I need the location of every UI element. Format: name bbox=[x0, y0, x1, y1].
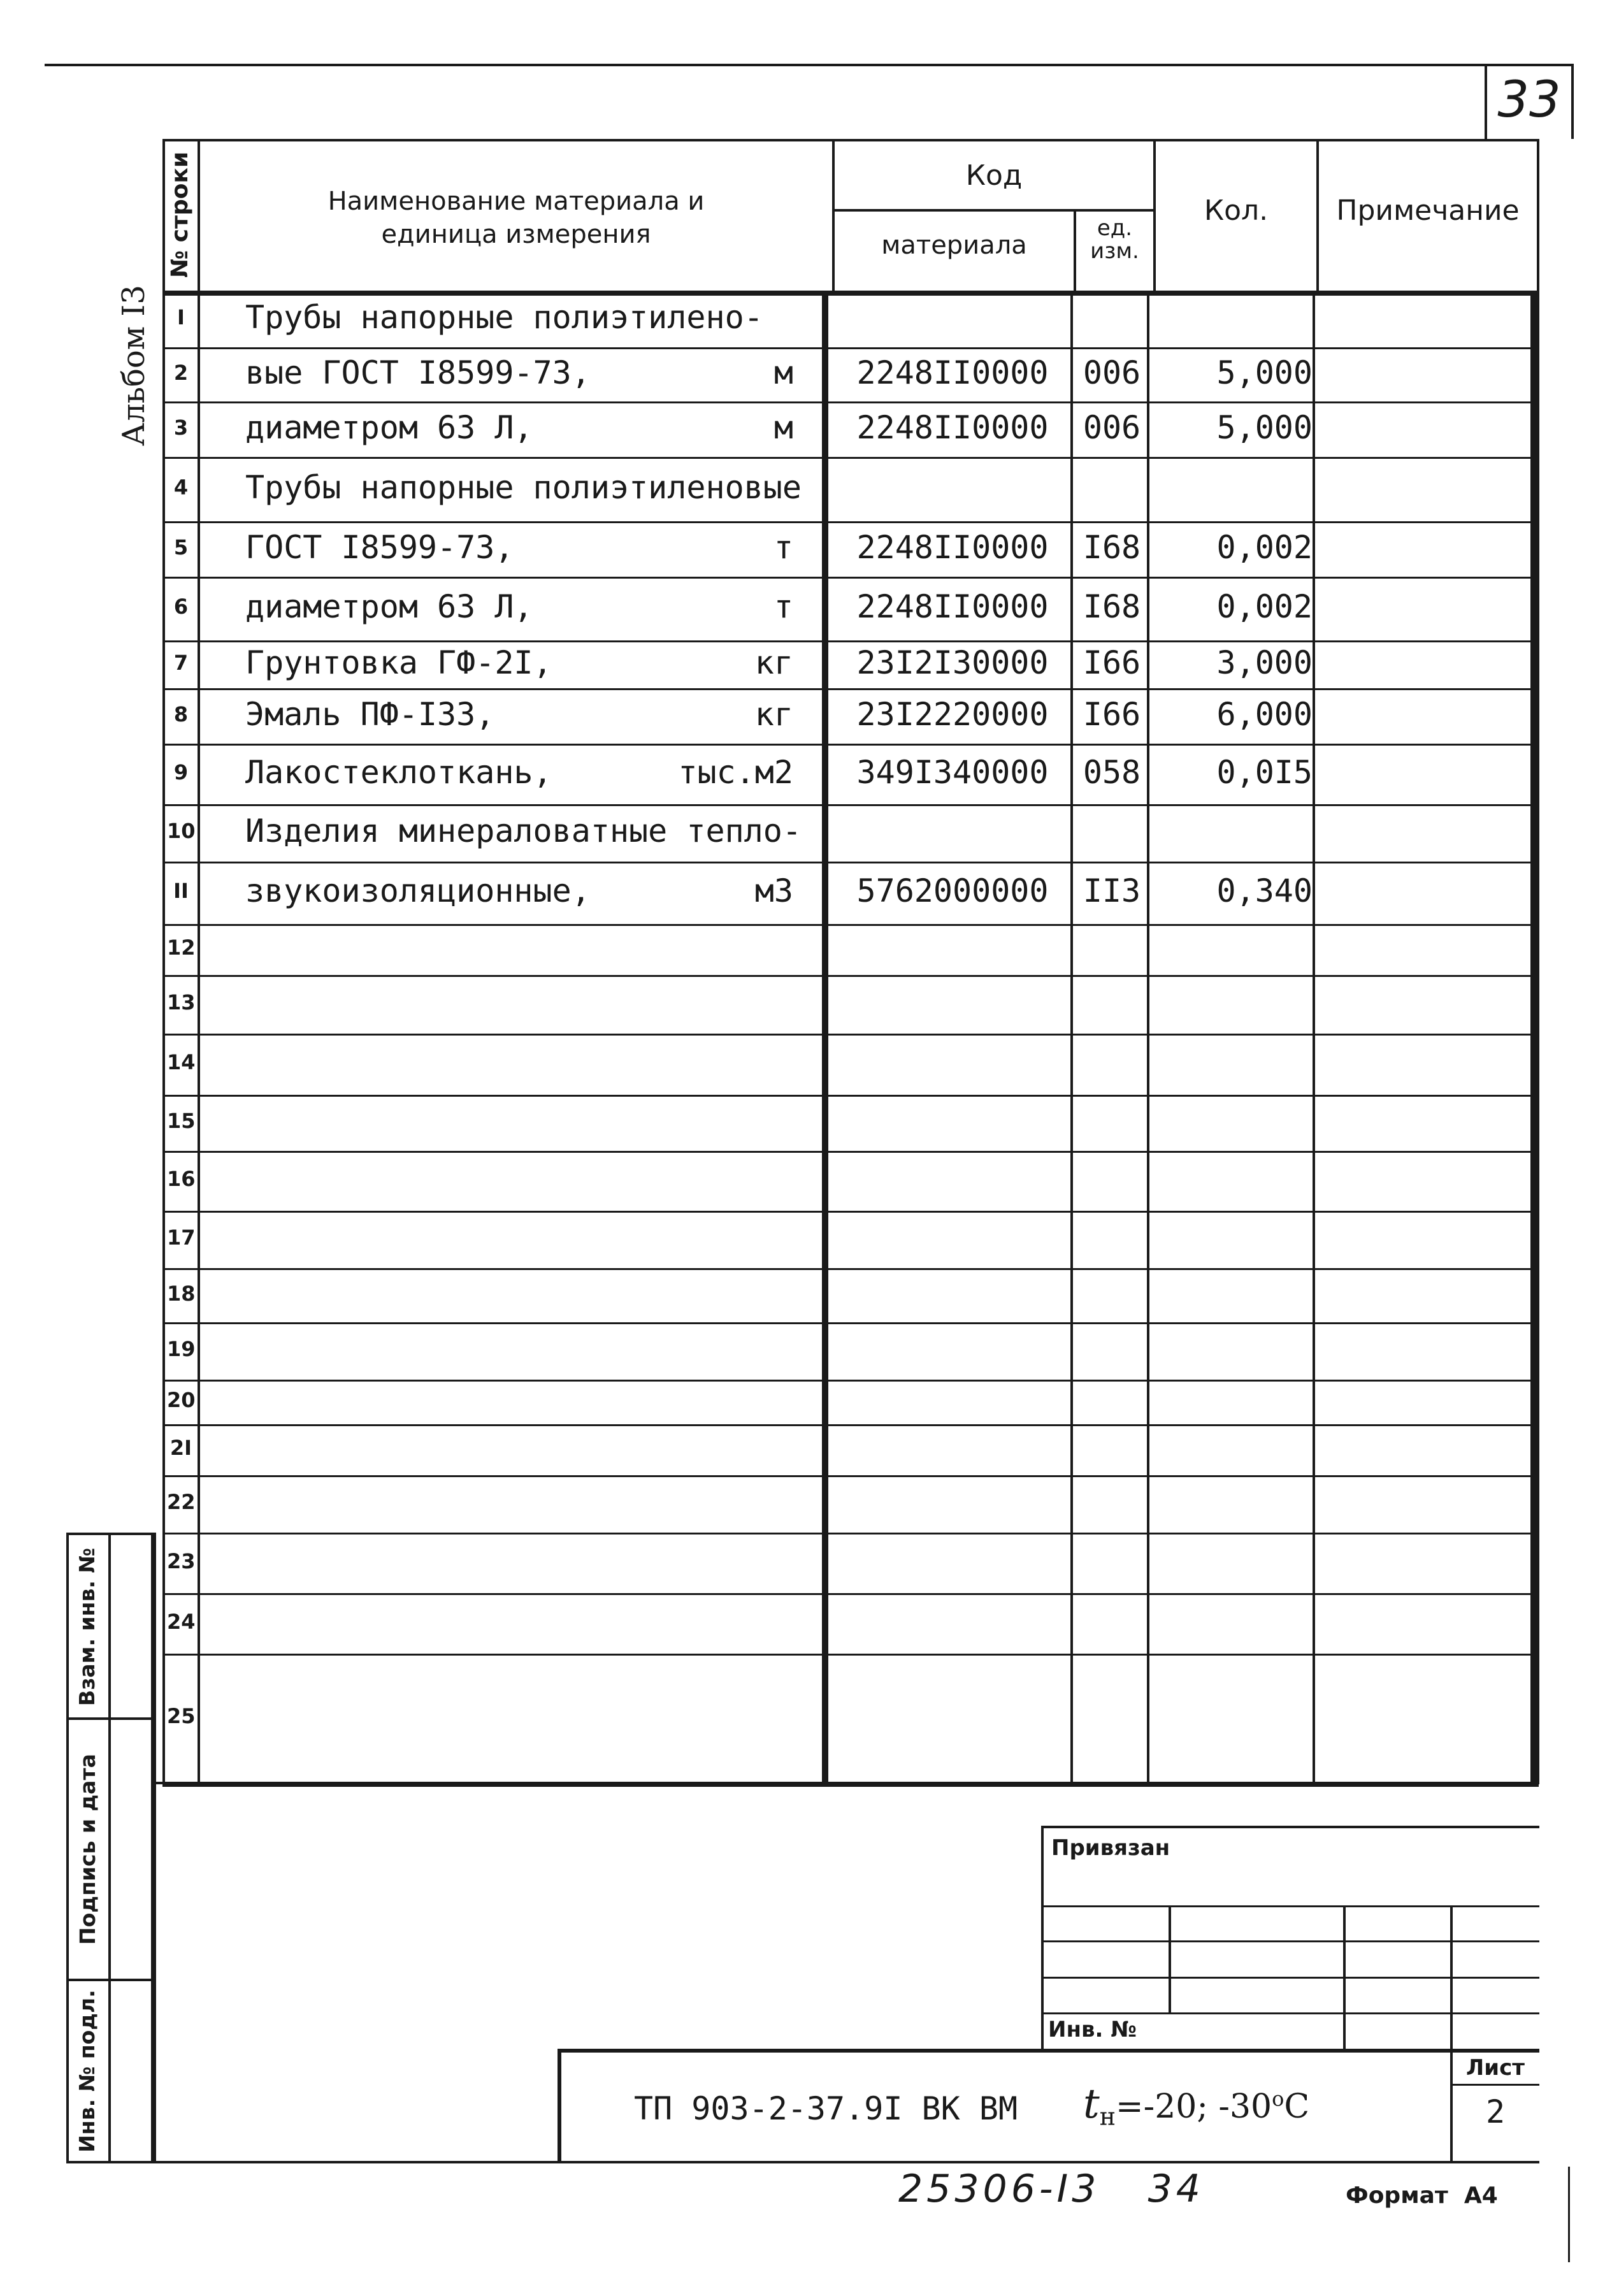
row-line bbox=[162, 975, 1539, 977]
row-number: 18 bbox=[167, 1281, 196, 1306]
row-number: 12 bbox=[167, 935, 196, 960]
title-left-rule bbox=[1041, 1826, 1044, 2049]
material-name: ГОСТ I8599-73, bbox=[245, 528, 514, 566]
row-number: 20 bbox=[167, 1388, 196, 1412]
material-code: 349I340000 bbox=[856, 753, 1049, 791]
row-line bbox=[162, 1322, 1539, 1324]
material-code: 2248II0000 bbox=[856, 408, 1049, 446]
temp-symbol: t bbox=[1083, 2081, 1100, 2128]
unitcode-col-line bbox=[1070, 291, 1073, 1782]
unit-code: 006 bbox=[1083, 354, 1141, 391]
table-top-border bbox=[162, 139, 1539, 141]
header-qty: Кол. bbox=[1204, 194, 1269, 227]
temp-subscript: н bbox=[1099, 2102, 1116, 2131]
temperature-spec bbox=[1083, 2081, 1309, 2130]
page-number: 33 bbox=[1497, 71, 1561, 129]
stamp-bottom bbox=[66, 2161, 1539, 2163]
row-number: 13 bbox=[167, 990, 196, 1014]
row-line bbox=[162, 457, 1539, 459]
title-row-1 bbox=[1041, 1905, 1539, 1907]
unit-code: I66 bbox=[1083, 695, 1141, 733]
material-name: Трубы напорные полиэтилено- bbox=[245, 298, 763, 336]
page-number-box-right bbox=[1571, 64, 1574, 139]
unit-of-measure: м3 bbox=[754, 872, 793, 909]
temp-degree: о bbox=[1272, 2086, 1284, 2111]
row-line bbox=[162, 521, 1539, 523]
frame-left-lower bbox=[154, 1533, 156, 2163]
row-number: 4 bbox=[173, 475, 189, 500]
unit-code: I68 bbox=[1083, 528, 1141, 566]
temp-unit: С bbox=[1284, 2088, 1310, 2126]
row-line bbox=[162, 1034, 1539, 1036]
quantity: 0,340 bbox=[1216, 872, 1313, 909]
unit-of-measure: м bbox=[774, 354, 793, 391]
row-number: 8 bbox=[173, 702, 189, 726]
row-line bbox=[162, 924, 1539, 926]
material-name: диаметром 63 Л, bbox=[245, 408, 533, 446]
unit-of-measure: кг bbox=[754, 644, 793, 681]
row-number: 24 bbox=[167, 1609, 196, 1634]
row-number: I bbox=[177, 305, 185, 329]
unit-code: 058 bbox=[1083, 753, 1141, 791]
thick-box-right bbox=[1530, 291, 1537, 1787]
row-number: 2 bbox=[173, 360, 189, 385]
header-name: Наименование материала и единица измерения bbox=[327, 187, 705, 249]
thick-box-left bbox=[822, 291, 828, 1787]
material-name: Грунтовка ГФ-2I, bbox=[245, 644, 552, 681]
title-row-3 bbox=[1041, 1977, 1539, 1979]
quantity: 0,0I5 bbox=[1216, 753, 1313, 791]
frame-below-table bbox=[154, 1782, 1539, 1784]
row-number: 15 bbox=[167, 1109, 196, 1133]
row-line bbox=[162, 1151, 1539, 1153]
album-label: Альбом I3 bbox=[116, 285, 152, 446]
unit-code: I68 bbox=[1083, 588, 1141, 625]
row-line bbox=[162, 347, 1539, 349]
header-row-no: № строки bbox=[167, 151, 193, 278]
sheet-number: 2 bbox=[1485, 2093, 1506, 2130]
title-col-2 bbox=[1343, 1905, 1346, 2049]
row-number: 16 bbox=[167, 1167, 196, 1191]
title-inv-no: Инв. № bbox=[1048, 2017, 1137, 2042]
top-rule bbox=[45, 64, 1574, 66]
quantity: 0,002 bbox=[1216, 588, 1313, 625]
title-col-1 bbox=[1169, 1905, 1171, 2012]
right-margin-line bbox=[1568, 2167, 1570, 2262]
row-line bbox=[162, 1211, 1539, 1213]
material-code: 5762000000 bbox=[856, 872, 1049, 909]
unit-of-measure: т bbox=[774, 588, 793, 625]
designation-code: ТП 903-2-37.9I ВК ВМ bbox=[634, 2090, 1018, 2127]
title-row-2 bbox=[1041, 1940, 1539, 1942]
stamp-col-right bbox=[151, 1533, 154, 2163]
qty-col-line bbox=[1147, 291, 1149, 1782]
unit-code: II3 bbox=[1083, 872, 1141, 909]
stamp-col-mid bbox=[108, 1533, 111, 2163]
quantity: 6,000 bbox=[1216, 695, 1313, 733]
row-number: 19 bbox=[167, 1337, 196, 1361]
row-line bbox=[162, 1654, 1539, 1656]
designation-left bbox=[558, 2049, 561, 2163]
unit-of-measure: м bbox=[774, 408, 793, 446]
unit-of-measure: т bbox=[774, 528, 793, 566]
row-number: 14 bbox=[167, 1050, 196, 1074]
row-number: 6 bbox=[173, 595, 189, 619]
rownum-col-divider bbox=[198, 139, 200, 1782]
stamp-podpis-data: Подпись и дата bbox=[75, 1754, 100, 1945]
row-line bbox=[162, 1475, 1539, 1477]
sheet-label-divider bbox=[1450, 2084, 1539, 2086]
material-code: 23I2I30000 bbox=[856, 644, 1049, 681]
material-name: Лакостеклоткань, bbox=[245, 753, 552, 791]
row-line bbox=[162, 1095, 1539, 1097]
row-line bbox=[162, 291, 1539, 296]
header-code-material: материала bbox=[881, 231, 1027, 260]
material-name: Трубы напорные полиэтиленовые bbox=[245, 468, 802, 506]
quantity: 5,000 bbox=[1216, 408, 1313, 446]
designation-top bbox=[558, 2049, 1539, 2053]
material-name: диаметром 63 Л, bbox=[245, 588, 533, 625]
title-top-rule bbox=[1041, 1826, 1539, 1828]
row-line bbox=[162, 577, 1539, 579]
quantity: 3,000 bbox=[1216, 644, 1313, 681]
header-note: Примечание bbox=[1336, 194, 1520, 227]
title-row-4 bbox=[1041, 2012, 1539, 2014]
unit-of-measure: кг bbox=[754, 695, 793, 733]
row-number: 7 bbox=[173, 650, 189, 675]
material-code: 23I2220000 bbox=[856, 695, 1049, 733]
row-line bbox=[162, 1533, 1539, 1534]
row-line bbox=[162, 1380, 1539, 1382]
stamp-vzam-inv: Взам. инв. № bbox=[75, 1547, 99, 1707]
quantity: 0,002 bbox=[1216, 528, 1313, 566]
row-line bbox=[162, 804, 1539, 806]
material-code: 2248II0000 bbox=[856, 528, 1049, 566]
row-number: 5 bbox=[173, 535, 189, 560]
title-privyazan: Привязан bbox=[1051, 1835, 1170, 1861]
stamp-div-1 bbox=[66, 1717, 154, 1720]
row-number: 10 bbox=[167, 819, 196, 843]
header-code-unit: ед. изм. bbox=[1090, 215, 1139, 264]
row-number: 22 bbox=[167, 1490, 196, 1514]
stamp-inv-podl: Инв. № подл. bbox=[75, 1989, 99, 2153]
row-number: 23 bbox=[167, 1549, 196, 1573]
format-label: Формат А4 bbox=[1346, 2183, 1498, 2209]
row-number: 9 bbox=[173, 760, 189, 784]
row-line bbox=[162, 1424, 1539, 1426]
stamp-div-2 bbox=[66, 1979, 154, 1981]
table-left-border bbox=[162, 139, 165, 1782]
header-code: Код bbox=[965, 159, 1023, 192]
note-col-line bbox=[1313, 291, 1315, 1782]
right-frame-line bbox=[1537, 139, 1539, 1782]
row-number: 2I bbox=[169, 1436, 192, 1460]
page-number-box-left bbox=[1485, 64, 1487, 139]
material-name: вые ГОСТ I8599-73, bbox=[245, 354, 591, 391]
material-code: 2248II0000 bbox=[856, 354, 1049, 391]
row-line bbox=[162, 401, 1539, 403]
material-name: Эмаль ПФ-I33, bbox=[245, 695, 495, 733]
temp-values: =-20; -30 bbox=[1116, 2088, 1272, 2126]
material-code: 2248II0000 bbox=[856, 588, 1049, 625]
handwritten-number: 25306-I3 34 bbox=[898, 2167, 1204, 2211]
unit-code: 006 bbox=[1083, 408, 1141, 446]
row-number: 25 bbox=[167, 1703, 196, 1728]
stamp-top bbox=[66, 1533, 154, 1535]
stamp-col-left bbox=[66, 1533, 69, 2163]
unit-code: I66 bbox=[1083, 644, 1141, 681]
row-line bbox=[162, 862, 1539, 863]
row-line bbox=[162, 688, 1539, 690]
unit-of-measure: тыс.м2 bbox=[678, 753, 793, 791]
row-line bbox=[162, 1593, 1539, 1595]
quantity: 5,000 bbox=[1216, 354, 1313, 391]
row-line bbox=[162, 1268, 1539, 1270]
material-name: Изделия минераловатные тепло- bbox=[245, 812, 802, 849]
row-line bbox=[162, 640, 1539, 642]
row-number: 17 bbox=[167, 1225, 196, 1250]
row-line bbox=[162, 744, 1539, 746]
row-number: II bbox=[173, 879, 189, 903]
material-name: звукоизоляционные, bbox=[245, 872, 591, 909]
row-number: 3 bbox=[173, 415, 189, 440]
sheet-label: Лист bbox=[1466, 2055, 1525, 2081]
header-code-subdivider bbox=[832, 209, 1156, 212]
